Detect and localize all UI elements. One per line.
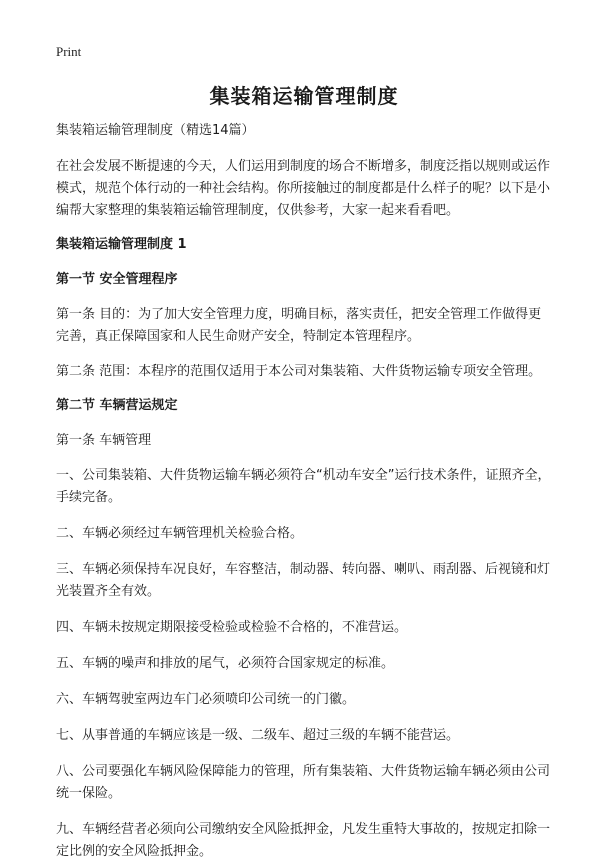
article-vehicle-management: 第一条 车辆管理 bbox=[56, 433, 152, 448]
list-item: 七、从事普通的车辆应该是一级、二级车、超过三级的车辆不能营运。 bbox=[56, 728, 460, 743]
article-scope: 第二条 范围：本程序的范围仅适用于本公司对集装箱、大件货物运输专项安全管理。 bbox=[56, 364, 542, 379]
list-item: 二、车辆必须经过车辆管理机关检验合格。 bbox=[56, 526, 304, 541]
list-item: 四、车辆未按规定期限接受检验或检验不合格的，不准营运。 bbox=[56, 620, 408, 635]
list-item: 三、车辆必须保持车况良好，车容整洁，制动器、转向器、喇叭、雨刮器、后视镜和灯光装置齐全有效。 bbox=[56, 562, 551, 599]
list-item: 六、车辆驾驶室两边车门必须喷印公司统一的门徽。 bbox=[56, 692, 356, 707]
document-subtitle: 集装箱运输管理制度（精选14篇） bbox=[56, 123, 255, 138]
part-heading-safety: 第一节 安全管理程序 bbox=[56, 272, 178, 287]
list-item: 五、车辆的噪声和排放的尾气，必须符合国家规定的标准。 bbox=[56, 656, 395, 671]
list-item: 九、车辆经营者必须向公司缴纳安全风险抵押金，凡发生重特大事故的，按规定扣除一定比例的安全风险抵押金。 bbox=[56, 822, 551, 859]
article-purpose: 第一条 目的：为了加大安全管理力度，明确目标，落实责任，把安全管理工作做得更完善，真正保障国家和人民生命财产安全，特制定本管理程序。 bbox=[56, 307, 542, 344]
page-title: 集装箱运输管理制度 bbox=[209, 84, 399, 108]
print-link[interactable]: Print bbox=[56, 44, 82, 59]
intro-paragraph: 在社会发展不断提速的今天，人们运用到制度的场合不断增多，制度泛指以规则或运作模式，规范个体行动的一种社会结构。你所接触过的制度都是什么样子的呢？以下是小编帮大家整理的集装箱运输管理制度，仅供参考，大家一起来看看吧。 bbox=[56, 159, 551, 218]
section-heading: 集装箱运输管理制度 1 bbox=[56, 237, 187, 252]
part-heading-vehicle-operation: 第二节 车辆营运规定 bbox=[56, 398, 178, 413]
vehicle-rules-list bbox=[56, 465, 552, 863]
list-item: 八、公司要强化车辆风险保障能力的管理，所有集装箱、大件货物运输车辆必须由公司统一保险。 bbox=[56, 764, 551, 801]
list-item: 一、公司集装箱、大件货物运输车辆必须符合“机动车安全”运行技术条件，证照齐全，手续完备。 bbox=[56, 468, 551, 505]
